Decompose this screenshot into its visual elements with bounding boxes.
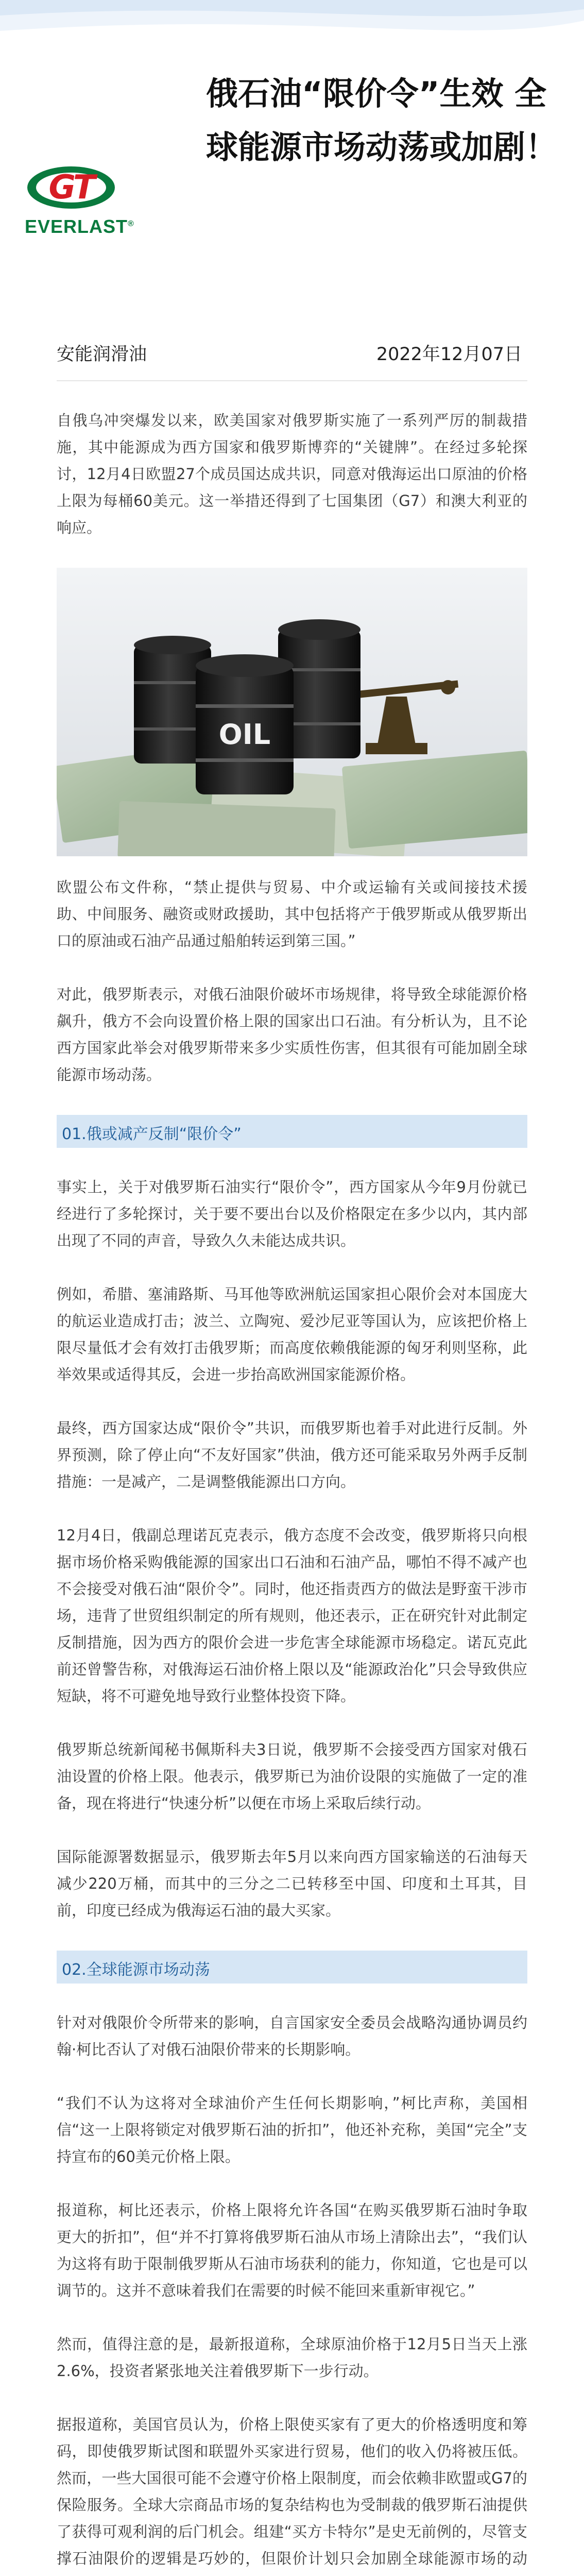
header-wave-decoration [0, 0, 584, 62]
paragraph: 针对对俄限价令所带来的影响，自言国家安全委员会战略沟通协调员约翰·柯比否认了对俄石油限价带来的长期影响。 [57, 2014, 527, 2058]
paragraph: 然而，值得注意的是，最新报道称，全球原油价格于12月5日当天上涨2.6%，投资者紧张地关注着俄罗斯下一步行动。 [57, 2335, 527, 2380]
section-heading [57, 1951, 527, 1984]
paragraph: 国际能源署数据显示，俄罗斯去年5月以来向西方国家输送的石油每天减少220万桶，而其中的三分之二已转移至中国、印度和土耳其，目前，印度已经成为俄海运石油的最大买家。 [57, 1848, 527, 1919]
paragraph: 据报道称，美国官员认为，价格上限使买家有了更大的价格透明度和筹码，即使俄罗斯试图和联盟外买家进行贸易，他们的收入仍将被压低。然而，一些大国很可能不会遵守价格上限制度，而会依赖非欧盟或G7的保险服务。全球大宗商品市场的复杂结构也为受制裁的俄罗斯石油提供了获得可观利润的后门机会。组建“买方卡特尔”是史无前例的，尽管支撑石油限价的逻辑是巧妙的，但限价计划只会加剧全球能源市场的动 [57, 2416, 527, 2567]
article-body [57, 407, 527, 2576]
brand-emblem-icon [25, 162, 117, 214]
paragraph: 对此，俄罗斯表示，对俄石油限价破坏市场规律，将导致全球能源价格飙升，俄方不会向设置价格上限的国家出口石油。有分析认为，且不论西方国家此举会对俄罗斯带来多少实质性伤害，但其很有可能加剧全球能源市场动荡。 [57, 986, 527, 1083]
paragraph: 最终，西方国家达成“限价令”共识，而俄罗斯也着手对此进行反制。外界预测，除了停止向“不友好国家”供油，俄方还可能采取另外两手反制措施：一是减产，二是调整俄能源出口方向。 [57, 1419, 527, 1490]
paragraph: 事实上，关于对俄罗斯石油实行“限价令”，西方国家从今年9月份就已经进行了多轮探讨，关于要不要出台以及价格限定在多少以内，其内部出现了不同的声音，导致久久未能达成共识。 [57, 1178, 527, 1249]
oil-barrel-center [196, 654, 294, 794]
brand-emblem-text: GT [48, 168, 94, 207]
article-source: 安能润滑油 [57, 344, 147, 365]
paragraph: “我们不认为这将对全球油价产生任何长期影响，”柯比声称，美国相信“这一上限将锁定对俄罗斯石油的折扣”，他还补充称，美国“完全”支持宣布的60美元价格上限。 [57, 2094, 527, 2165]
paragraph: 例如，希腊、塞浦路斯、马耳他等欧洲航运国家担心限价会对本国庞大的航运业造成打击；波兰、立陶宛、爱沙尼亚等国认为，应该把价格上限尽量低才会有效打击俄罗斯；而高度依赖俄能源的匈牙利则坚称，此举效果或适得其反，会进一步抬高欧洲国家能源价格。 [57, 1285, 527, 1383]
brand-wordmark: EVERLAST® [25, 216, 134, 237]
paragraph: 俄罗斯总统新闻秘书佩斯科夫3日说，俄罗斯不会接受西方国家对俄石油设置的价格上限。他表示，俄罗斯已为油价设限的实施做了一定的准备，现在将进行“快速分析”以便在市场上采取后续行动。 [57, 1741, 527, 1812]
barrel-label: OIL [218, 718, 271, 751]
section-heading [57, 1115, 527, 1148]
paragraph: 自俄乌冲突爆发以来，欧美国家对俄罗斯实施了一系列严厉的制裁措施，其中能源成为西方国家和俄罗斯博弈的“关键牌”。在经过多轮探讨，12月4日欧盟27个成员国达成共识，同意对俄海运出口原油的价格上限为每桶60美元。这一举措还得到了七国集团（G7）和澳大利亚的响应。 [57, 412, 527, 536]
paragraph: 12月4日，俄副总理诺瓦克表示，俄方态度不会改变，俄罗斯将只向根据市场价格采购俄能源的国家出口石油和石油产品，哪怕不得不减产也不会接受对俄石油“限价令”。同时，他还指责西方的做法是野蛮干涉市场，违背了世贸组织制定的所有规则，他还表示，正在研究针对此制定反制措施，因为西方的限价会进一步危害全球能源市场稳定。诺瓦克此前还曾警告称，对俄海运石油价格上限以及“能源政治化”只会导致供应短缺，将不可避免地导致行业整体投资下降。 [57, 1527, 527, 1705]
paragraph: 欧盟公布文件称，“禁止提供与贸易、中介或运输有关或间接技术援助、中间服务、融资或财政援助，其中包括将产于俄罗斯或从俄罗斯出口的原油或石油产品通过船舶转运到第三国。” [57, 878, 527, 950]
article-meta [0, 340, 584, 371]
header [0, 0, 584, 289]
article-date: 2022年12月07日 [376, 344, 522, 365]
section-heading-label: 01.俄或减产反制“限价令” [62, 1125, 242, 1143]
hero-image [57, 568, 527, 856]
paragraph: 报道称，柯比还表示，价格上限将允许各国“在购买俄罗斯石油时争取更大的折扣”，但“并不打算将俄罗斯石油从市场上清除出去”，“我们认为这将有助于限制俄罗斯从石油市场获利的能力，你知道，它也是可以调节的。这并不意味着我们在需要的时候不能回来重新审视它。” [57, 2201, 527, 2299]
article-title: 俄石油“限价令”生效 全球能源市场动荡或加剧！ [206, 75, 558, 166]
oil-barrels-illustration [57, 568, 527, 856]
meta-divider [57, 380, 527, 381]
section-heading-label: 02.全球能源市场动荡 [62, 1961, 210, 1979]
brand-logo [25, 162, 134, 238]
